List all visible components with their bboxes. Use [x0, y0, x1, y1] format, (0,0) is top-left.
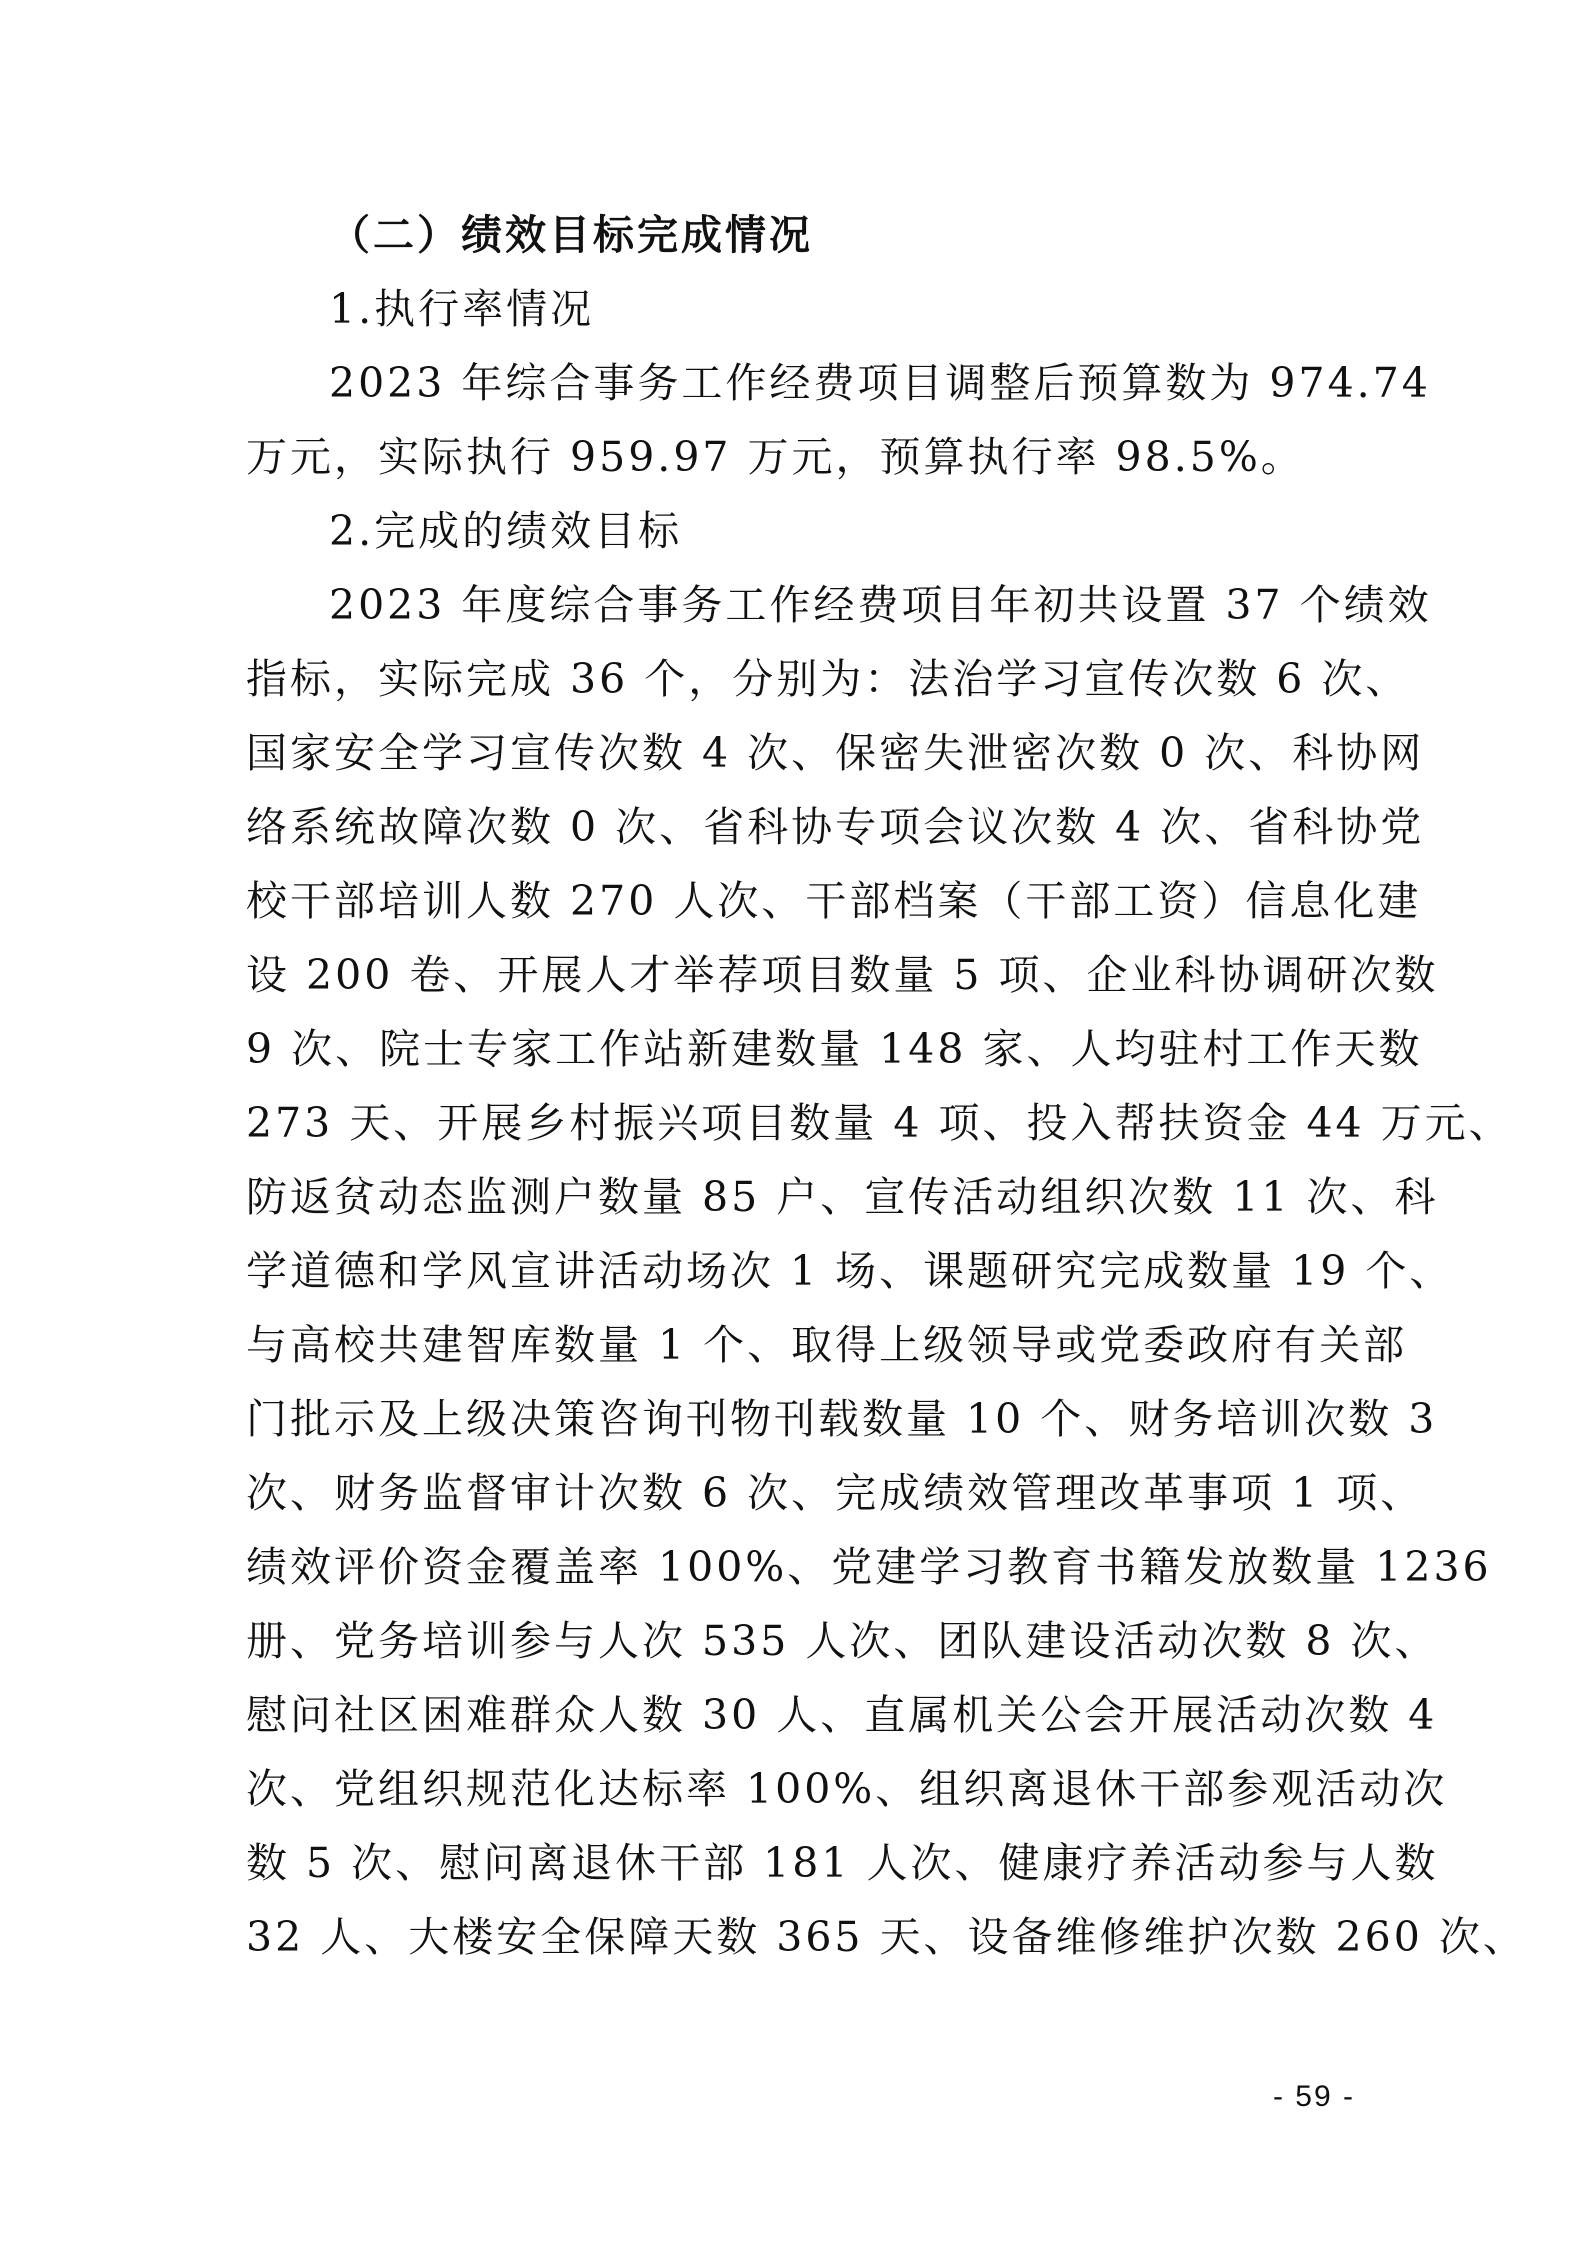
paragraph-line: 册、党务培训参与人次 535 人次、团队建设活动次数 8 次、	[246, 1617, 1439, 1665]
paragraph-line: 络系统故障次数 0 次、省科协专项会议次数 4 次、省科协党	[246, 803, 1425, 851]
paragraph-line: 次、财务监督审计次数 6 次、完成绩效管理改革事项 1 项、	[246, 1469, 1425, 1517]
paragraph-line: 慰问社区困难群众人数 30 人、直属机关公会开展活动次数 4	[246, 1691, 1438, 1739]
paragraph-line: 校干部培训人数 270 人次、干部档案（干部工资）信息化建	[246, 877, 1422, 925]
paragraph-line: 绩效评价资金覆盖率 100%、党建学习教育书籍发放数量 1236	[246, 1543, 1492, 1591]
paragraph-line: 指标，实际完成 36 个，分别为：法治学习宣传次数 6 次、	[246, 655, 1410, 703]
paragraph-line: 与高校共建智库数量 1 个、取得上级领导或党委政府有关部	[246, 1321, 1408, 1369]
paragraph-line: 门批示及上级决策咨询刊物刊载数量 10 个、财务培训次数 3	[246, 1395, 1438, 1443]
subsection-title-execution-rate: 1.执行率情况	[329, 285, 595, 333]
paragraph-line: 学道德和学风宣讲活动场次 1 场、课题研究完成数量 19 个、	[246, 1247, 1454, 1295]
paragraph-line: 9 次、院士专家工作站新建数量 148 家、人均驻村工作天数	[246, 1025, 1423, 1073]
page-number: - 59 -	[1272, 2080, 1355, 2113]
paragraph-line: 数 5 次、慰问离退休干部 181 人次、健康疗养活动参与人数	[246, 1839, 1439, 1887]
paragraph-line: 273 天、开展乡村振兴项目数量 4 项、投入帮扶资金 44 万元、	[246, 1099, 1513, 1147]
paragraph-line: 国家安全学习宣传次数 4 次、保密失泄密次数 0 次、科协网	[246, 729, 1425, 777]
paragraph-line: 次、党组织规范化达标率 100%、组织离退休干部参观活动次	[246, 1765, 1448, 1813]
section-heading: （二）绩效目标完成情况	[329, 211, 813, 259]
paragraph-line: 万元，实际执行 959.97 万元，预算执行率 98.5%。	[246, 433, 1305, 481]
paragraph-line: 2023 年度综合事务工作经费项目年初共设置 37 个绩效	[329, 581, 1432, 629]
paragraph-line: 32 人、大楼安全保障天数 365 天、设备维修维护次数 260 次、	[246, 1913, 1527, 1961]
paragraph-line: 防返贫动态监测户数量 85 户、宣传活动组织次数 11 次、科	[246, 1173, 1439, 1221]
subsection-title-performance-goals: 2.完成的绩效目标	[329, 507, 683, 555]
paragraph-line: 设 200 卷、开展人才举荐项目数量 5 项、企业科协调研次数	[246, 951, 1439, 999]
paragraph-line: 2023 年综合事务工作经费项目调整后预算数为 974.74	[329, 359, 1431, 407]
